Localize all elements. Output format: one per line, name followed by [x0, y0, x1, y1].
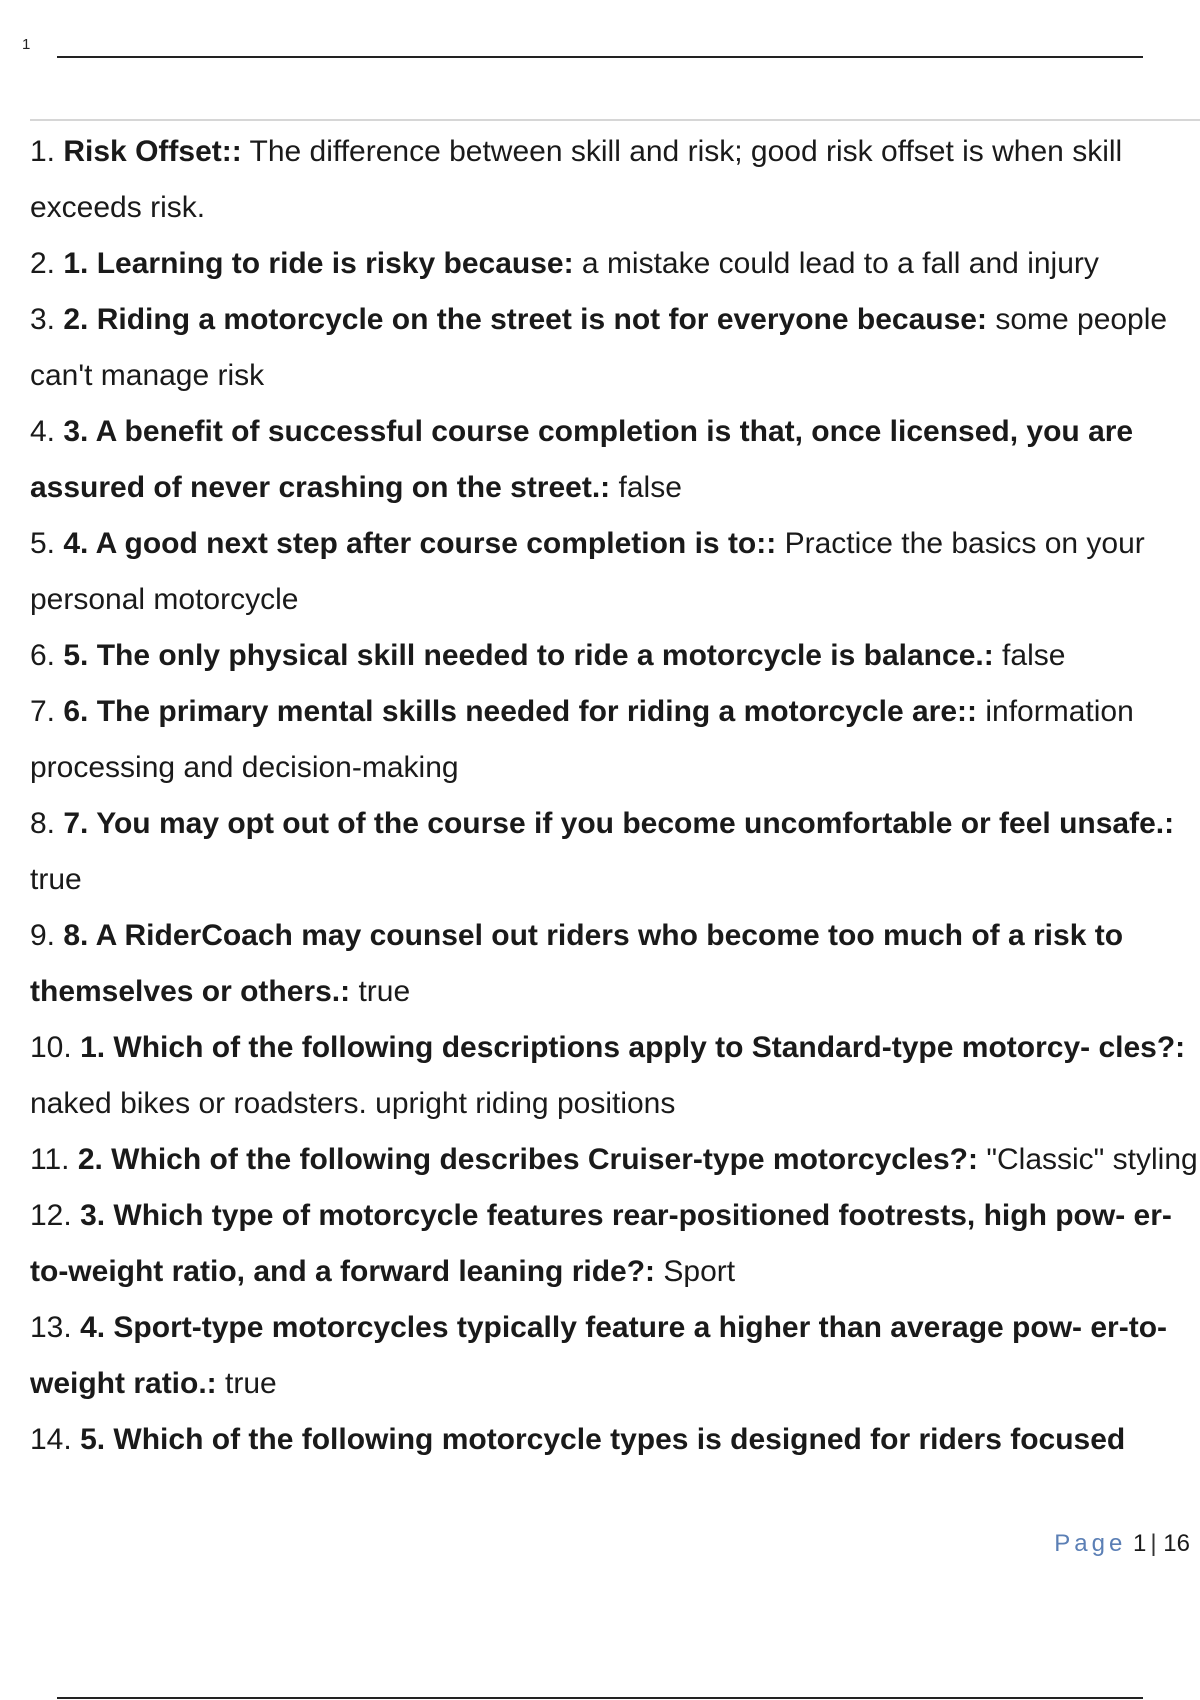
- item-number: 12.: [30, 1199, 72, 1232]
- item-term: 2. Riding a motorcycle on the street is not for everyone because:: [63, 303, 987, 336]
- item-number: 14.: [30, 1423, 72, 1456]
- footer-rule: [57, 1697, 1143, 1699]
- list-item: [30, 292, 1200, 404]
- content-top-rule: [30, 119, 1200, 121]
- item-number: 8.: [30, 807, 56, 840]
- item-term: 4. Sport-type motorcycles typically feature a higher than average pow- er-to-weight ratio.:: [30, 1311, 1168, 1400]
- list-item: [30, 1412, 1200, 1468]
- item-number: 1.: [30, 135, 56, 168]
- item-definition: information processing and decision-making: [30, 695, 1134, 784]
- item-number: 13.: [30, 1311, 72, 1344]
- item-definition: false: [618, 471, 682, 504]
- list-item: [30, 516, 1200, 628]
- list-item: [30, 628, 1200, 684]
- footer-page-number: [1054, 1530, 1190, 1558]
- item-definition: Practice the basics on your personal motorcycle: [30, 527, 1145, 616]
- item-term: Risk Offset::: [63, 135, 242, 168]
- item-term: 7. You may opt out of the course if you become uncomfortable or feel unsafe.:: [63, 807, 1175, 840]
- item-number: 10.: [30, 1031, 72, 1064]
- item-number: 11.: [30, 1143, 70, 1176]
- item-term: 1. Which of the following descriptions apply to Standard-type motorcy- cles?:: [80, 1031, 1186, 1064]
- item-number: 5.: [30, 527, 56, 560]
- list-item: [30, 684, 1200, 796]
- item-term: 8. A RiderCoach may counsel out riders who become too much of a risk to themselves or others.:: [30, 919, 1124, 1008]
- item-number: 3.: [30, 303, 56, 336]
- list-item: [30, 1020, 1200, 1132]
- item-term: 6. The primary mental skills needed for riding a motorcycle are::: [63, 695, 977, 728]
- item-number: 9.: [30, 919, 56, 952]
- item-term: 5. The only physical skill needed to ride a motorcycle is balance.:: [63, 639, 994, 672]
- list-item: [30, 1132, 1200, 1188]
- item-term: 3. Which type of motorcycle features rear-positioned footrests, high pow- er-to-weight ratio, and a forward leaning ride?:: [30, 1199, 1172, 1288]
- item-definition: The difference between skill and risk; good risk offset is when skill exceeds risk.: [30, 135, 1123, 224]
- item-definition: Sport: [663, 1255, 736, 1288]
- list-item: [30, 124, 1200, 236]
- item-definition: a mistake could lead to a fall and injury: [581, 247, 1099, 280]
- total-pages: 16: [1163, 1530, 1190, 1557]
- list-item: [30, 908, 1200, 1020]
- current-page: 1: [1133, 1530, 1147, 1557]
- item-number: 4.: [30, 415, 56, 448]
- item-number: 7.: [30, 695, 56, 728]
- item-definition: some people can't manage risk: [30, 303, 1168, 392]
- item-term: 3. A benefit of successful course completion is that, once licensed, you are assured of never crashing on the street.:: [30, 415, 1134, 504]
- flashcard-list: [30, 124, 1200, 1504]
- list-item: [30, 404, 1200, 516]
- item-term: 5. Which of the following motorcycle types is designed for riders focused: [80, 1423, 1126, 1456]
- header-rule: [57, 56, 1143, 58]
- list-item: [30, 796, 1200, 908]
- list-item: [30, 1300, 1200, 1412]
- item-term: 4. A good next step after course completion is to::: [63, 527, 777, 560]
- item-term: 1. Learning to ride is risky because:: [63, 247, 574, 280]
- page-separator: |: [1150, 1530, 1157, 1557]
- item-term: 2. Which of the following describes Cruiser-type motorcycles?:: [77, 1143, 978, 1176]
- item-definition: true: [358, 975, 411, 1008]
- list-item: [30, 1188, 1200, 1300]
- item-number: 6.: [30, 639, 56, 672]
- item-number: 2.: [30, 247, 56, 280]
- item-definition: true: [225, 1367, 277, 1400]
- item-definition: "Classic" styling: [986, 1143, 1198, 1176]
- header-page-marker: 1: [22, 36, 31, 53]
- item-definition: true: [30, 863, 82, 896]
- item-definition: naked bikes or roadsters. upright riding positions: [30, 1087, 676, 1120]
- page-word: Page: [1054, 1530, 1127, 1557]
- item-definition: false: [1002, 639, 1066, 672]
- list-item: [30, 236, 1200, 292]
